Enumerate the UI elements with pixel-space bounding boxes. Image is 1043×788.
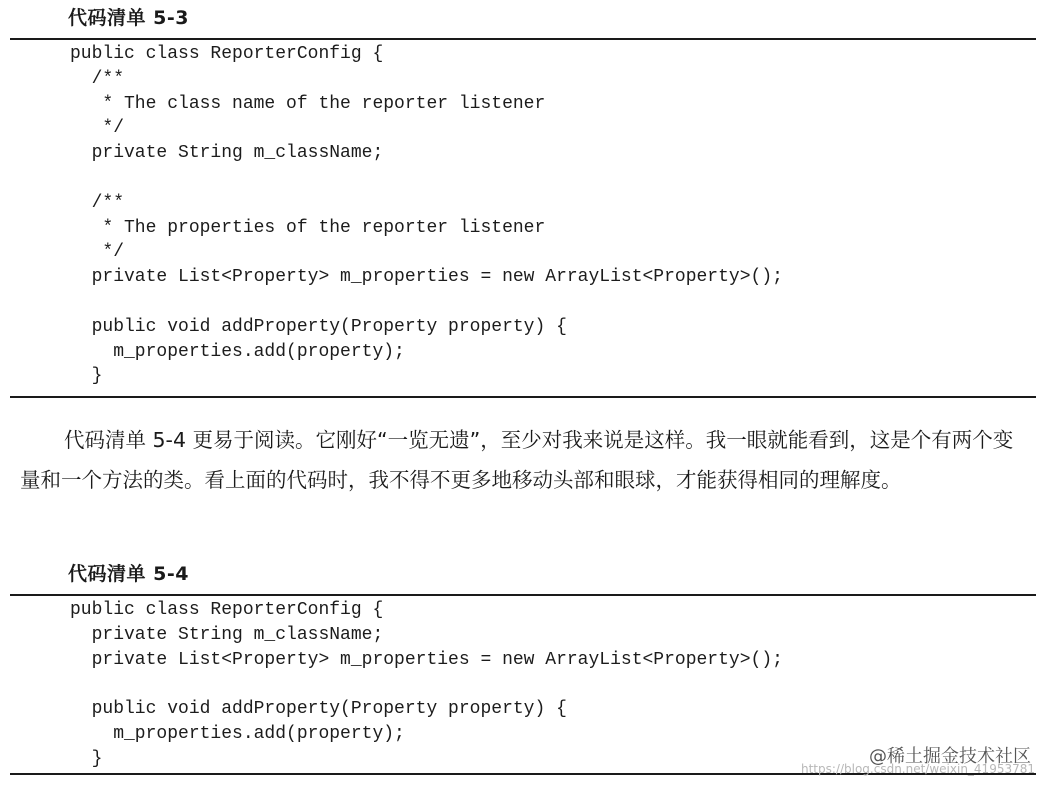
listing-5-4-title: 代码清单 5-4 (68, 563, 189, 585)
watermark-url: https://blog.csdn.net/weixin_41953781 (800, 762, 1035, 776)
body-paragraph (20, 421, 1032, 500)
listing-5-4-top-rule (10, 594, 1036, 596)
listing-5-3-title: 代码清单 5-3 (68, 7, 189, 29)
listing-5-3-code: public class ReporterConfig { /** * The class name of the reporter listener */ private String m_className; /** * The properties of the reporter listener */ private List<Property> m_properties = new ArrayList<Property>(); public void addProperty(Property property) { m_properties.add(property); } (70, 44, 783, 387)
watermark-brand: @稀土掘金技术社区 (869, 746, 1031, 767)
body-paragraph-text: 代码清单 5-4 更易于阅读。它刚好“一览无遗”，至少对我来说是这样。我一眼就能看到，这是个有两个变量和一个方法的类。看上面的代码时，我不得不更多地移动头部和眼球，才能获得相同的理解度。 (20, 428, 1014, 492)
listing-5-4-code: public class ReporterConfig { private String m_className; private List<Property> m_properties = new ArrayList<Property>(); public void addProperty(Property property) { m_properties.add(property); } (70, 600, 783, 769)
listing-5-3-top-rule (10, 38, 1036, 40)
listing-5-3-bottom-rule (10, 396, 1036, 398)
